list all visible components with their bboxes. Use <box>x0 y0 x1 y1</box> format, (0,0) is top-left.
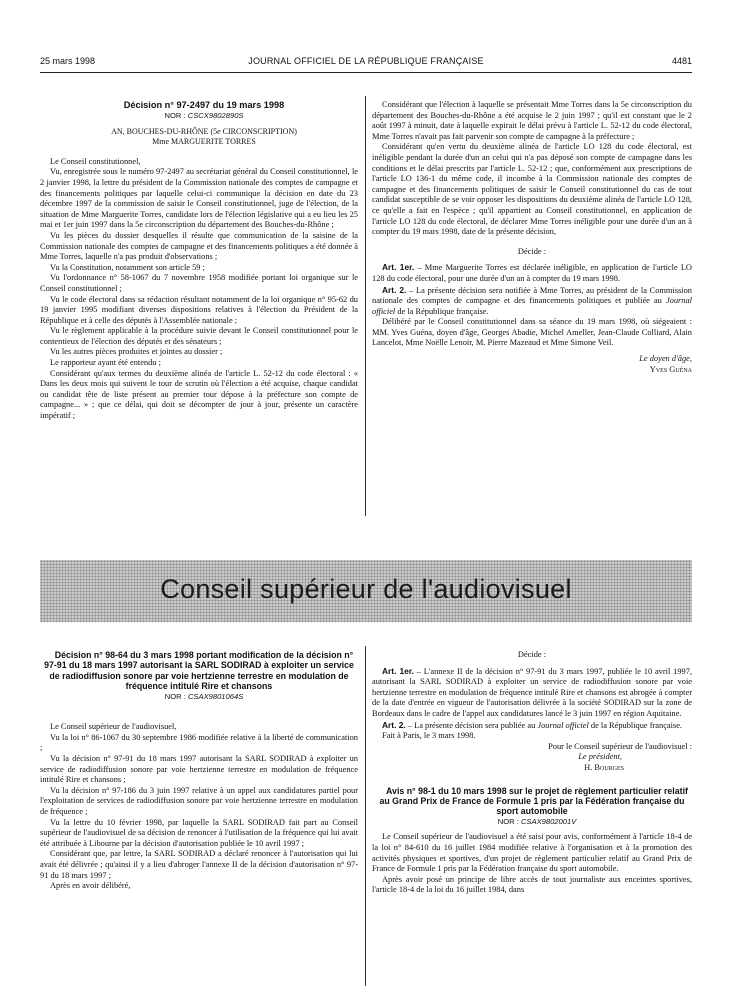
paragraph: Vu le code électoral dans sa rédaction résultant notamment de la loi organique n° 95-62 du 19 janvier 1995 modifiant diverses dispositions relatives à l'élection du Président de la République et à celle des députés à l'Assemblée nationale ; <box>40 294 358 325</box>
section-banner <box>40 560 692 622</box>
paragraph: Le Conseil supérieur de l'audiovisuel, <box>50 722 177 732</box>
column-divider <box>365 646 366 986</box>
decision2-title: Décision n° 98-64 du 3 mars 1998 portant modification de la décision n° 97-91 du 18 mars 1997 autorisant la SARL SODIRAD à exploiter un service de radiodiffusion sonore par voie hertzienne terrestre en modulation de fréquence intitulé Rire et chansons <box>44 650 354 692</box>
paragraph: Après avoir posé un principe de libre accès de tout journaliste aux enceintes sportives, l'article 18-4 de la loi du 16 juillet 1984, dans <box>372 874 692 895</box>
paragraph: Considérant qu'en vertu du deuxième alinéa de l'article LO 128 du code électoral, est inéligible pendant la durée d'un an celui qui n'a pas déposé son compte de campagne dans les conditions et le délai prescrits par l'article L. 52-12 ; que, conformément aux prescriptions de l'article LO 136-1 du même code, il incombe à la Commission nationale des comptes de campagne et des financements politiques de saisir le Conseil constitutionnel du cas de tout candidat susceptible de se voir opposer les dispositions du deuxième alinéa de l'article LO 128, ce qu'elle a fait en l'espèce ; qu'il appartient au Conseil constitutionnel, en application de l'article LO 128 du code électoral, de déclarer Mme Torres inéligible pour une durée d'un an à compter du 19 mars 1998, date de la présente décision, <box>372 142 692 237</box>
signature-name: H. Bourges <box>584 762 624 772</box>
decide-heading: Décide : <box>517 650 547 659</box>
decision1-nor: NOR : CSCX9802890S <box>164 111 244 120</box>
paragraph: Le rapporteur ayant été entendu ; <box>50 358 161 368</box>
paragraph: Considérant que l'élection à laquelle se présentait Mme Torres dans la 5e circonscription du département des Bouches-du-Rhône a été acquise le 2 juin 1997 ; qu'il est constant que le 2 août 1997 à minuit, date à laquelle expirait le délai prévu à l'article L. 52-12 du code électoral, Mme Torres n'avait pas fait parvenir son compte de campagne à la préfecture ; <box>372 100 692 141</box>
paragraph: Vu la loi n° 86-1067 du 30 septembre 1986 modifiée relative à la liberté de communication ; <box>40 732 358 753</box>
paragraph: Vu le règlement applicable à la procédure suivie devant le Conseil constitutionnel pour le contentieux de l'élection des députés et des sénateurs ; <box>40 326 358 346</box>
paragraph: Le Conseil supérieur de l'audiovisuel a été saisi pour avis, conformément à l'article 18-4 de la loi n° 84-610 du 16 juillet 1984 modifiée relative à l'organisation et à la promotion des activités physiques et sportives, d'un projet de règlement particulier relatif au Grand Prix de France de Formule 1 pris par la Fédération française du sport automobile. <box>372 832 692 874</box>
avis-title: Avis n° 98-1 du 10 mars 1998 sur le projet de règlement particulier relatif au Grand Prix de France de Formule 1 pris par la Fédération française du sport automobile <box>379 785 688 817</box>
paragraph: Vu la Constitution, notamment son article 59 ; <box>50 262 205 272</box>
paragraph: Après en avoir délibéré, <box>50 881 131 891</box>
article-2: Art. 2. – La présente décision sera publiée au Journal officiel de la République française. <box>382 719 683 730</box>
decision2-right-column <box>372 650 692 896</box>
signature-name: Yves Guéna <box>649 364 692 374</box>
decide-heading: Décide : <box>517 246 547 256</box>
signature-for: Pour le Conseil supérieur de l'audiovisuel : <box>548 741 692 751</box>
avis-nor: NOR : CSAX9802001V <box>497 816 577 826</box>
paragraph: Considérant que, par lettre, la SARL SODIRAD a déclaré renoncer à l'autorisation qui lui avait été délivrée ; qu'ainsi il y a lieu d'abroger l'annexe II de la décision d'autorisation n° 97-91 du 18 mars 1997 ; <box>40 849 358 880</box>
paragraph: Vu l'ordonnance n° 58-1067 du 7 novembre 1958 modifiée portant loi organique sur le Conseil constitutionnel ; <box>40 273 358 293</box>
decision1-title: Décision n° 97-2497 du 19 mars 1998 <box>123 100 285 110</box>
decision2-nor: NOR : CSAX9801064S <box>164 691 244 701</box>
decision1-right-column <box>372 100 692 375</box>
paragraph: Vu, enregistrée sous le numéro 97-2497 au secrétariat général du Conseil constitutionnel, le 2 janvier 1998, la lettre du président de la Commission nationale des comptes de campagne et des financements politiques par laquelle celui-ci communique la décision en date du 23 décembre 1997 de la commission de saisir le Conseil constitutionnel, juge de l'élection, de la situation de Mme Marguerite Torres, candidate lors de l'élection législative qui a eu lieu les 25 mai et 1er juin 1997 dans la 5e circonscription du département des Bouches-du-Rhône ; <box>40 167 358 230</box>
signature-role: Le président, <box>578 752 622 762</box>
issue-date: 25 mars 1998 <box>40 56 96 66</box>
paragraph: Vu les autres pièces produites et jointes au dossier ; <box>50 347 223 357</box>
page-number: 4481 <box>671 56 692 66</box>
decision1-subtitle: AN, BOUCHES-DU-RHÔNE (5e CIRCONSCRIPTION) <box>111 126 297 136</box>
paragraph: Vu la décision n° 97-186 du 3 juin 1997 relative à un appel aux candidatures partiel pour l'exploitation de services de radiodiffusion sonore par voie hertzienne terrestre en modulation de fréquence ; <box>40 785 358 816</box>
article-2: Art. 2. – La présente décision sera notifiée à Mme Torres, au président de la Commission nationale des comptes de campagne et des financements politiques et publiée au Journal officiel de la République française. <box>372 284 692 316</box>
paragraph: Vu les pièces du dossier desquelles il résulte que communication de la saisine de la Commission nationale des comptes de campagne et des financements politiques a été donnée à Mme Torres, laquelle n'a pas produit d'observations ; <box>40 230 358 262</box>
journal-title: JOURNAL OFFICIEL DE LA RÉPUBLIQUE FRANÇAISE <box>248 56 484 66</box>
decision2-left-column <box>40 650 358 892</box>
decision1-subject: Mme MARGUERITE TORRES <box>152 137 256 147</box>
column-divider <box>365 96 366 516</box>
article-1: Art. 1er. – Mme Marguerite Torres est déclarée inéligible, en application de l'article LO 128 du code électoral, pour une durée d'un an à compter du 19 mars 1998. <box>372 262 692 283</box>
decision1-left-column <box>40 100 358 422</box>
signature-role: Le doyen d'âge, <box>639 354 692 364</box>
header-rule <box>40 72 692 73</box>
paragraph: Le Conseil constitutionnel, <box>50 156 141 166</box>
article-1: Art. 1er. – L'annexe II de la décision n° 97-91 du 3 mars 1997, publiée le 10 avril 1997, autorisant la SARL SODIRAD à exploiter un service de radiodiffusion sonore par voie hertzienne terrestre en modulation de fréquence intitulé Rire et chansons est abrogée à compter de la date d'entrée en vigueur de l'autorisation délivrée à la société SODIRAD sur la zone de Bordeaux dans le cadre de l'appel aux candidatures lancé le 3 juin 1997 en région Aquitaine. <box>372 665 692 718</box>
done-at: Fait à Paris, le 3 mars 1998. <box>382 731 476 741</box>
paragraph: Vu la décision n° 97-91 du 18 mars 1997 autorisant la SARL SODIRAD à exploiter un service de radiodiffusion sonore par voie hertzienne terrestre en modulation de fréquence intitulé Rire et chansons ; <box>40 754 358 785</box>
running-header <box>40 56 692 70</box>
deliberation: Délibéré par le Conseil constitutionnel dans sa séance du 19 mars 1998, où siégeaient : MM. Yves Guéna, doyen d'âge, Georges Abadie, Michel Ameller, Jean-Claude Colliard, Alain Lancelot, Mme Noëlle Lenoir, M. Pierre Mazeaud et Mme Simone Veil. <box>372 317 692 348</box>
section-title: Conseil supérieur de l'audiovisuel <box>160 574 572 604</box>
paragraph: Considérant qu'aux termes du deuxième alinéa de l'article L. 52-12 du code électoral : « Dans les deux mois qui suivent le tour de scrutin où l'élection a été acquise, chaque candidat ou candidat tête de liste présent au premier tour dépose à la préfecture son compte de campagne... » ; que ce délai, qui doit se décompter de jour à jour, présente un caractère impératif ; <box>40 368 358 421</box>
paragraph: Vu la lettre du 10 février 1998, par laquelle la SARL SODIRAD fait part au Conseil supérieur de l'audiovisuel de sa décision de renoncer à l'utilisation de la fréquence qui lui avait été attribuée à Libourne par la décision d'autorisation publiée le 10 avril 1997 ; <box>40 817 358 848</box>
